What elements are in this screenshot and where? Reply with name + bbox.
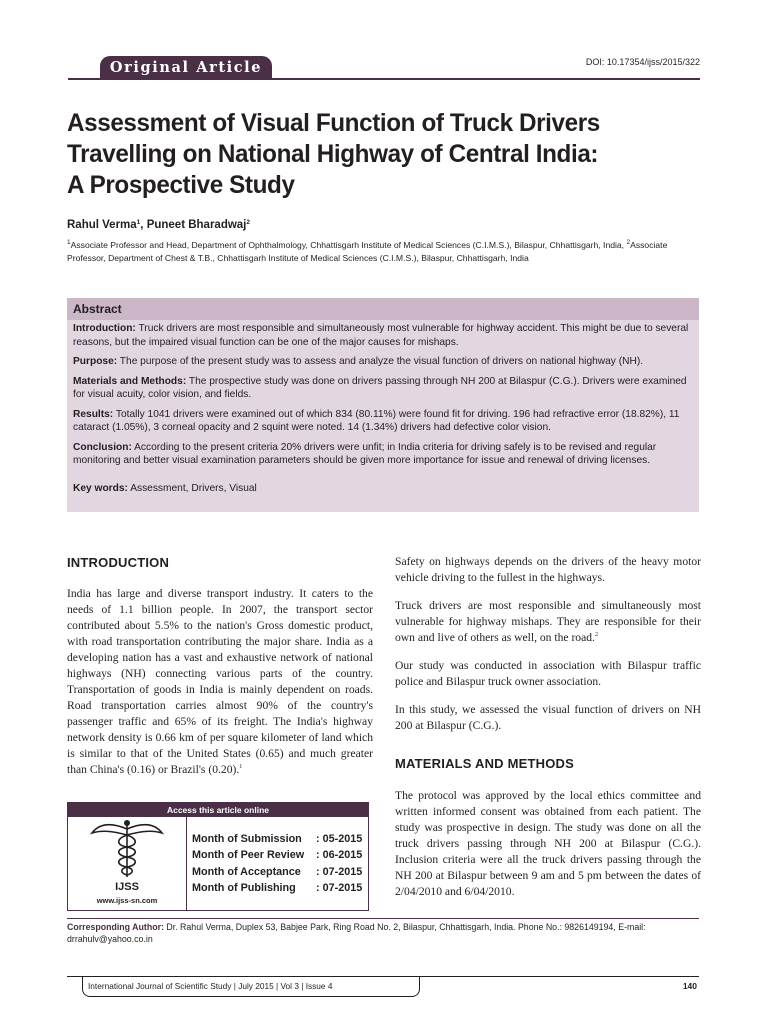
methods-heading: MATERIALS AND METHODS bbox=[395, 756, 574, 771]
left-column bbox=[67, 586, 373, 790]
author-sep: , bbox=[140, 219, 147, 231]
intro-paragraph-3-text: Truck drivers are most responsible and simultaneously most vulnerable for highway mishaps. They are responsible for their own and live of others as well, on the road. bbox=[395, 599, 701, 644]
date-value: : 06-2015 bbox=[316, 849, 363, 862]
journal-logo bbox=[68, 817, 187, 911]
abstract-heading: Abstract bbox=[67, 298, 699, 320]
abstract-introduction bbox=[73, 322, 693, 349]
date-value: : 07-2015 bbox=[316, 881, 363, 894]
affil-2-sup: 2 bbox=[626, 239, 631, 246]
title-line-3: A Prospective Study bbox=[67, 171, 295, 199]
article-type-tab: Original Article bbox=[100, 56, 272, 78]
abstract-keywords bbox=[73, 482, 693, 496]
reference-1[interactable]: 1 bbox=[239, 764, 243, 770]
abstract-methods bbox=[73, 375, 693, 402]
date-label: Month of Acceptance bbox=[192, 865, 301, 878]
corresponding-text: Dr. Rahul Verma, Duplex 53, Babjee Park, Ring Road No. 2, Bilaspur, Chhattisgarh, India. Phone No.: 9826149194, E-mail: drrahulv@yahoo.co.in bbox=[67, 922, 646, 944]
affil-2: Associate Professor, Department of Chest & T.B., Chhattisgarh Institute of Medical Sciences (C.I.M.S.), Bilaspur, Chhattisgarh, India bbox=[67, 240, 668, 263]
date-label: Month of Peer Review bbox=[192, 849, 305, 862]
title-line-1: Assessment of Visual Function of Truck Drivers bbox=[67, 109, 600, 137]
intro-paragraph-3 bbox=[395, 598, 701, 646]
abstract-introduction-label: Introduction: bbox=[73, 323, 136, 334]
intro-paragraph-2: Safety on highways depends on the drivers of the heavy motor vehicle driving to the fullest in the highways. bbox=[395, 555, 701, 584]
date-label: Month of Publishing bbox=[192, 881, 296, 894]
abstract-keywords-label: Key words: bbox=[73, 482, 128, 494]
intro-paragraph-1 bbox=[67, 586, 373, 778]
date-row-acceptance bbox=[192, 864, 368, 880]
abstract-purpose-text: The purpose of the present study was to assess and analyze the visual function of drivers on national highway (NH). bbox=[117, 356, 644, 367]
abstract-conclusion-label: Conclusion: bbox=[73, 441, 132, 453]
access-heading: Access this article online bbox=[68, 803, 368, 817]
caduceus-icon bbox=[68, 817, 186, 891]
date-value: : 05-2015 bbox=[316, 833, 363, 845]
abstract-methods-text: The prospective study was done on drivers passing through NH 200 at Bilaspur (C.G.). Drivers were examined for visual acuity, color vision, and fields. bbox=[73, 375, 687, 400]
abstract-conclusion-text: According to the present criteria 20% drivers were unfit; in India criteria for driving safely is to be revised and regular monitoring and better visual examination parameters should be given more importance for issue and renewal of driving licenses. bbox=[73, 441, 657, 466]
page-number: 140 bbox=[682, 981, 697, 991]
author-1-sup: 1 bbox=[136, 219, 141, 226]
date-label: Month of Submission bbox=[192, 833, 302, 845]
corresponding-label: Corresponding Author: bbox=[67, 922, 164, 932]
author-2: Puneet Bharadwaj bbox=[146, 219, 247, 231]
abstract-purpose-label: Purpose: bbox=[73, 356, 118, 367]
logo-text: IJSS bbox=[115, 881, 139, 893]
affil-1: Associate Professor and Head, Department of Ophthalmology, Chhattisgarh Institute of Medical Sciences (C.I.M.S.), Bilaspur, Chhattisgarh, India, bbox=[70, 240, 627, 250]
reference-2[interactable]: 2 bbox=[594, 632, 598, 638]
corresponding-author bbox=[67, 921, 707, 945]
author-1: Rahul Verma bbox=[67, 219, 137, 231]
article-title bbox=[67, 108, 698, 201]
affiliations bbox=[67, 239, 707, 265]
journal-url[interactable]: www.ijss-sn.com bbox=[96, 896, 158, 905]
abstract-box bbox=[67, 298, 699, 512]
doi[interactable]: DOI: 10.17354/ijss/2015/322 bbox=[585, 57, 700, 67]
header-rule bbox=[68, 78, 700, 80]
abstract-purpose bbox=[73, 355, 693, 369]
date-row-submission bbox=[192, 831, 368, 847]
publication-dates bbox=[192, 831, 368, 896]
author-2-sup: 2 bbox=[246, 219, 251, 226]
abstract-methods-label: Materials and Methods: bbox=[73, 375, 187, 387]
intro-paragraph-5: In this study, we assessed the visual function of drivers on NH 200 at Bilaspur (C.G.). bbox=[395, 703, 701, 732]
affil-1-sup: 1 bbox=[67, 239, 71, 246]
intro-paragraph-1-text: India has large and diverse transport industry. It caters to the needs of 1.1 billion people. In 2007, the transport sector contributed about 5.5% to the nation's Gross domestic product, with road transportation contributing the major share. India as a developing nation has a vast and exhaustive network of national highways (NH) connecting various parts of the country. Transportation of goods in India is mainly dependent on roads. Road transportation carries almost 90% of the country's passenger traffic and 65% of its freight. The India's highway network density is 0.66 km of per square kilometer of land which is similar to that of the United States (0.65) and much greater than China's (0.16) or Brazil's (0.20). bbox=[67, 587, 373, 776]
footer-divider bbox=[67, 918, 699, 919]
abstract-results-text: Totally 1041 drivers were examined out of which 834 (80.11%) were found fit for driving. 196 had refractive error (18.82%), 11 cataract (1.05%), 3 corneal opacity and 2 squint were noted. 14 (1.34%) drivers had defective color vision. bbox=[73, 408, 680, 433]
date-row-peer-review bbox=[192, 847, 368, 863]
right-column bbox=[395, 554, 701, 912]
abstract-introduction-text: Truck drivers are most responsible and simultaneously most vulnerable for highway accident. This might be due to several reasons, but the impaired visual function can be one of the major causes for mishaps. bbox=[73, 323, 689, 348]
title-line-2: Travelling on National Highway of Central India: bbox=[67, 140, 599, 168]
author-list bbox=[67, 219, 250, 231]
date-row-publishing bbox=[192, 880, 368, 896]
access-online-box bbox=[67, 802, 369, 911]
date-value: : 07-2015 bbox=[316, 865, 363, 878]
journal-citation: International Journal of Scientific Study | July 2015 | Vol 3 | Issue 4 bbox=[88, 981, 333, 991]
intro-paragraph-4: Our study was conducted in association with Bilaspur traffic police and Bilaspur truck owner association. bbox=[395, 659, 701, 688]
abstract-conclusion bbox=[73, 441, 693, 468]
abstract-results-label: Results: bbox=[73, 408, 114, 420]
introduction-heading: INTRODUCTION bbox=[67, 555, 170, 570]
abstract-keywords-text: Assessment, Drivers, Visual bbox=[127, 482, 257, 494]
methods-paragraph-1: The protocol was approved by the local ethics committee and written informed consent was obtained from each patient. The study was prospective in design. The study was done on all the truck drivers passing through NH 200 at Bilaspur (C.G.). Inclusion criteria were all the truck drivers passing through the NH 200 at Bilaspur between 9 am and 5 pm between the dates of 2/04/2010 and 6/04/2010. bbox=[395, 789, 701, 898]
abstract-results bbox=[73, 408, 693, 435]
